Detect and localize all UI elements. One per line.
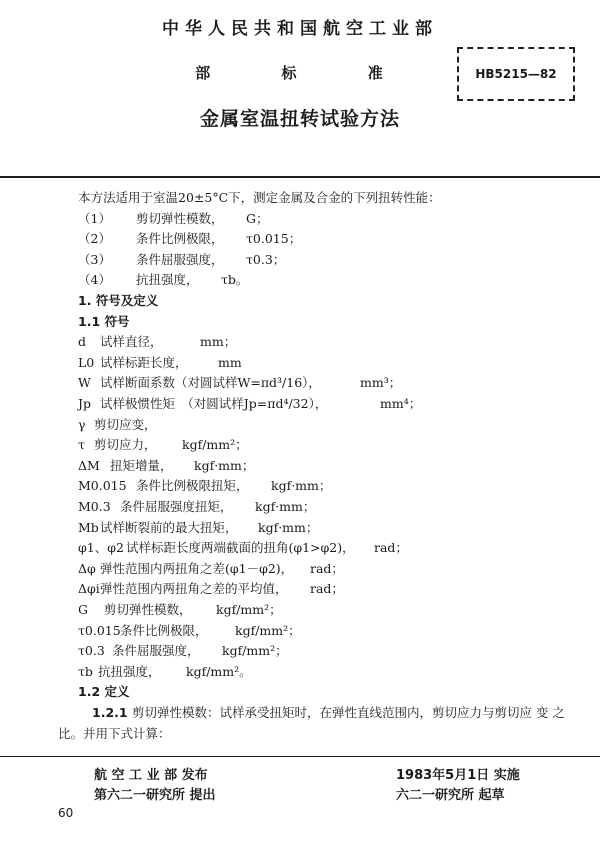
standard-type: 部 标 准 [195, 64, 405, 82]
symbol-row: d 试样直径， mm； [78, 334, 237, 350]
intro-item: （2） 条件比例极限， τ0.015； [78, 231, 302, 247]
symbol-row: W 试样断面系数（对圆试样W=πd³/16）， mm³； [78, 375, 402, 391]
symbol-row: Δφi弹性范围内两扭角之差的平均值， rad； [78, 581, 344, 597]
symbol-row: Δφ 弹性范围内两扭角之差(φ1－φ2)， rad； [78, 560, 344, 576]
intro-item: （4） 抗扭强度， τb。 [78, 272, 249, 288]
standard-number-box [457, 47, 575, 101]
intro-text: 本方法适用于室温20±5°C下，测定金属及合金的下列扭转性能： [78, 190, 441, 205]
ministry-name: 中华人民共和国航空工业部 [162, 19, 438, 39]
symbol-row: G 剪切弹性模数， kgf/mm²； [78, 602, 282, 617]
document-title: 金属室温扭转试验方法 [199, 108, 400, 130]
symbol-row: Jp 试样极惯性矩 （对圆试样Jp=πd⁴/32）， mm⁴； [78, 396, 422, 411]
intro-item: （1） 剪切弹性模数， G； [78, 210, 269, 226]
definition-text: 剪切弹性模数：试样承受扭矩时，在弹性直线范围内，剪切应力与剪切应 变 之 [131, 705, 565, 720]
proposer: 第六二一研究所 提出 [94, 788, 216, 803]
symbol-row: M0.3 条件屈服强度扭矩， kgf·mm； [78, 499, 316, 514]
section-1-2-heading: 1.2 定义 [78, 684, 130, 700]
drafter: 六二一研究所 起草 [396, 788, 505, 803]
symbol-row: Mb试样断裂前的最大扭矩， kgf·mm； [78, 519, 319, 535]
symbol-row: L0 试样标距长度， mm [78, 354, 242, 370]
standard-number: HB5215—82 [475, 67, 557, 81]
issuer: 航 空 工 业 部 发布 [94, 768, 208, 783]
definition-continuation: 比。并用下式计算： [58, 725, 171, 741]
symbol-row: γ 剪切应变， [78, 416, 157, 432]
symbol-row: ΔM 扭矩增量， kgf·mm； [78, 457, 255, 473]
symbol-row: φ1、φ2 试样标距长度两端截面的扭角(φ1>φ2)， rad； [78, 540, 408, 556]
section-1-1-heading: 1.1 符号 [78, 313, 130, 329]
footer-divider [0, 756, 600, 757]
header-divider [0, 176, 600, 178]
symbol-row: τ0.3 条件屈服强度， kgf/mm²； [78, 643, 288, 659]
intro-item: （3） 条件屈服强度， τ0.3； [78, 251, 286, 267]
symbol-row: τ 剪切应力， kgf/mm²； [78, 437, 248, 453]
definition-number: 1.2.1 [92, 705, 132, 720]
symbol-row: τb 抗扭强度， kgf/mm²。 [78, 663, 252, 679]
definition-1-2-1 [92, 703, 565, 721]
symbol-row: τ0.015条件比例极限， kgf/mm²； [78, 622, 301, 638]
section-1-heading: 1. 符号及定义 [78, 293, 159, 308]
symbol-row: M0.015 条件比例极限扭矩， kgf·mm； [78, 478, 332, 494]
page-number: 60 [58, 806, 74, 820]
effective-date: 1983年5月1日 实施 [396, 768, 520, 783]
